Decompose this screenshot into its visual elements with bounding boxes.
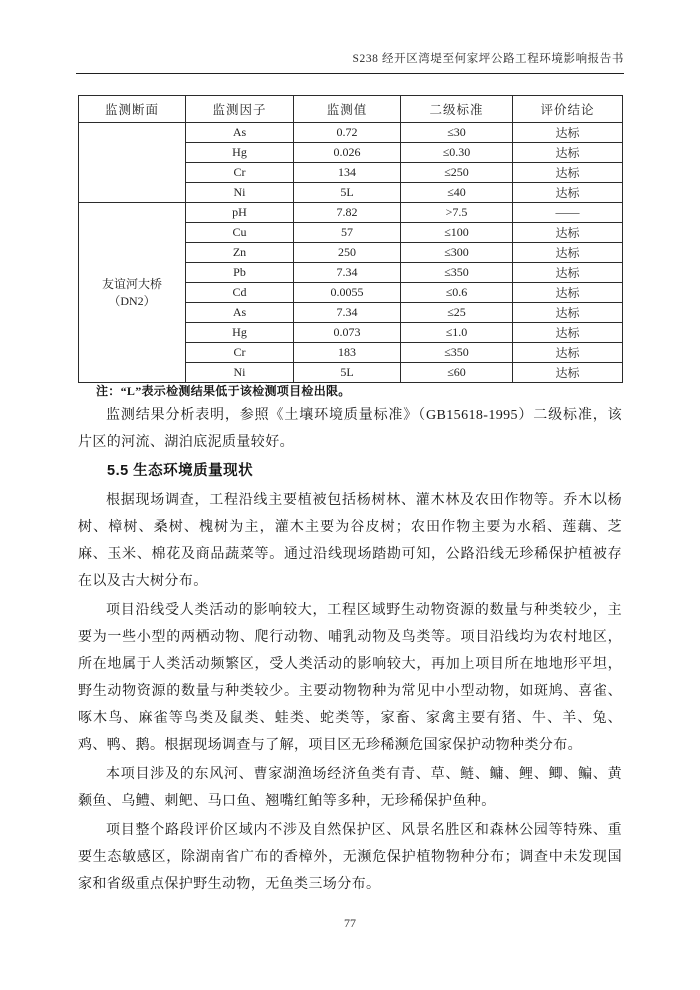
paragraph-fish: 本项目涉及的东风河、曹家湖渔场经济鱼类有青、草、鲢、鳙、鲤、鲫、鳊、黄颡鱼、乌鳢、刺鲃、马口鱼、翘嘴红鲌等多种，无珍稀保护鱼种。: [78, 767, 622, 809]
value-cell: 0.0055: [294, 283, 401, 303]
body-text: [78, 402, 622, 900]
paragraph-sensitive-area: 项目整个路段评价区域内不涉及自然保护区、风景名胜区和森林公园等特殊、重要生态敏感区，除湖南省广布的香樟外，无濒危保护植物物种分布；调查中未发现国家和省级重点保护野生动物，无鱼类三场分布。: [78, 823, 622, 892]
conclusion-cell: 达标: [513, 303, 623, 323]
value-cell: 0.026: [294, 143, 401, 163]
section-heading-5-5: 5.5 生态环境质量现状: [107, 463, 254, 479]
table-footnote: 注：“L”表示检测结果低于该检测项目检出限。: [96, 384, 351, 398]
column-header-factor: 监测因子: [186, 96, 294, 123]
standard-cell: ≤300: [401, 243, 513, 263]
standard-cell: ≤0.6: [401, 283, 513, 303]
factor-cell: As: [186, 303, 294, 323]
value-cell: 7.82: [294, 203, 401, 223]
standard-cell: ≤25: [401, 303, 513, 323]
factor-cell: Zn: [186, 243, 294, 263]
conclusion-cell: 达标: [513, 223, 623, 243]
factor-cell: Cr: [186, 343, 294, 363]
conclusion-cell: 达标: [513, 343, 623, 363]
standard-cell: ≤30: [401, 123, 513, 143]
factor-cell: Pb: [186, 263, 294, 283]
value-cell: 57: [294, 223, 401, 243]
factor-cell: pH: [186, 203, 294, 223]
standard-cell: ≤350: [401, 263, 513, 283]
paragraph-vegetation: 根据现场调查，工程沿线主要植被包括杨树林、灌木林及农田作物等。乔木以杨树、樟树、桑树、槐树为主，灌木主要为谷皮树；农田作物主要为水稻、莲藕、芝麻、玉米、棉花及商品蔬菜等。通过沿线现场踏勘可知，公路沿线无珍稀保护植被存在以及古大树分布。: [78, 493, 622, 589]
table-header-row: [79, 96, 623, 123]
standard-cell: ≤0.30: [401, 143, 513, 163]
factor-cell: Hg: [186, 143, 294, 163]
section-cell-youyi-bridge: [79, 203, 186, 383]
conclusion-cell: 达标: [513, 363, 623, 383]
factor-cell: Hg: [186, 323, 294, 343]
conclusion-cell: ——: [513, 203, 623, 223]
conclusion-cell: 达标: [513, 143, 623, 163]
conclusion-cell: 达标: [513, 123, 623, 143]
value-cell: 7.34: [294, 263, 401, 283]
standard-cell: ≤250: [401, 163, 513, 183]
factor-cell: Ni: [186, 363, 294, 383]
value-cell: 0.073: [294, 323, 401, 343]
standard-cell: ≤350: [401, 343, 513, 363]
value-cell: 183: [294, 343, 401, 363]
standard-cell: >7.5: [401, 203, 513, 223]
conclusion-cell: 达标: [513, 263, 623, 283]
conclusion-cell: 达标: [513, 183, 623, 203]
section-cell-blank: [79, 123, 186, 203]
value-cell: 250: [294, 243, 401, 263]
factor-cell: As: [186, 123, 294, 143]
paragraph-wildlife: 项目沿线受人类活动的影响较大，工程区域野生动物资源的数量与种类较少，主要为一些小型的两栖动物、爬行动物、哺乳动物及鸟类等。项目沿线均为农村地区，所在地属于人类活动频繁区，受人类活动的影响较大，再加上项目所在地地形平坦，野生动物资源的数量与种类较少。主要动物物种为常见中小型动物，如斑鸠、喜雀、啄木鸟、麻雀等鸟类及鼠类、蛙类、蛇类等，家畜、家禽主要有猪、牛、羊、兔、鸡、鸭、鹅。根据现场调查与了解，项目区无珍稀濒危国家保护动物种类分布。: [78, 603, 622, 753]
factor-cell: Cr: [186, 163, 294, 183]
table-row: [79, 123, 623, 143]
factor-cell: Ni: [186, 183, 294, 203]
paragraph-soil-conclusion: 监测结果分析表明，参照《土壤环境质量标准》（GB15618-1995）二级标准，该片区的河流、湖泊底泥质量较好。: [78, 408, 622, 450]
value-cell: 5L: [294, 183, 401, 203]
factor-cell: Cu: [186, 223, 294, 243]
standard-cell: ≤1.0: [401, 323, 513, 343]
conclusion-cell: 达标: [513, 243, 623, 263]
column-header-section: 监测断面: [79, 96, 186, 123]
standard-cell: ≤100: [401, 223, 513, 243]
column-header-conclusion: 评价结论: [513, 96, 623, 123]
conclusion-cell: 达标: [513, 163, 623, 183]
conclusion-cell: 达标: [513, 283, 623, 303]
column-header-value: 监测值: [294, 96, 401, 123]
section-label: 友谊河大桥: [101, 276, 162, 291]
value-cell: 0.72: [294, 123, 401, 143]
page-number: 77: [344, 916, 356, 930]
value-cell: 134: [294, 163, 401, 183]
column-header-standard: 二级标准: [401, 96, 513, 123]
standard-cell: ≤40: [401, 183, 513, 203]
conclusion-cell: 达标: [513, 323, 623, 343]
section-sublabel: （DN2）: [108, 293, 156, 308]
running-header: [76, 50, 624, 74]
table-row: [79, 203, 623, 223]
factor-cell: Cd: [186, 283, 294, 303]
standard-cell: ≤60: [401, 363, 513, 383]
report-title: S238 经开区湾堤至何家坪公路工程环境影响报告书: [352, 53, 624, 65]
value-cell: 5L: [294, 363, 401, 383]
monitoring-results-table: [78, 95, 623, 383]
value-cell: 7.34: [294, 303, 401, 323]
